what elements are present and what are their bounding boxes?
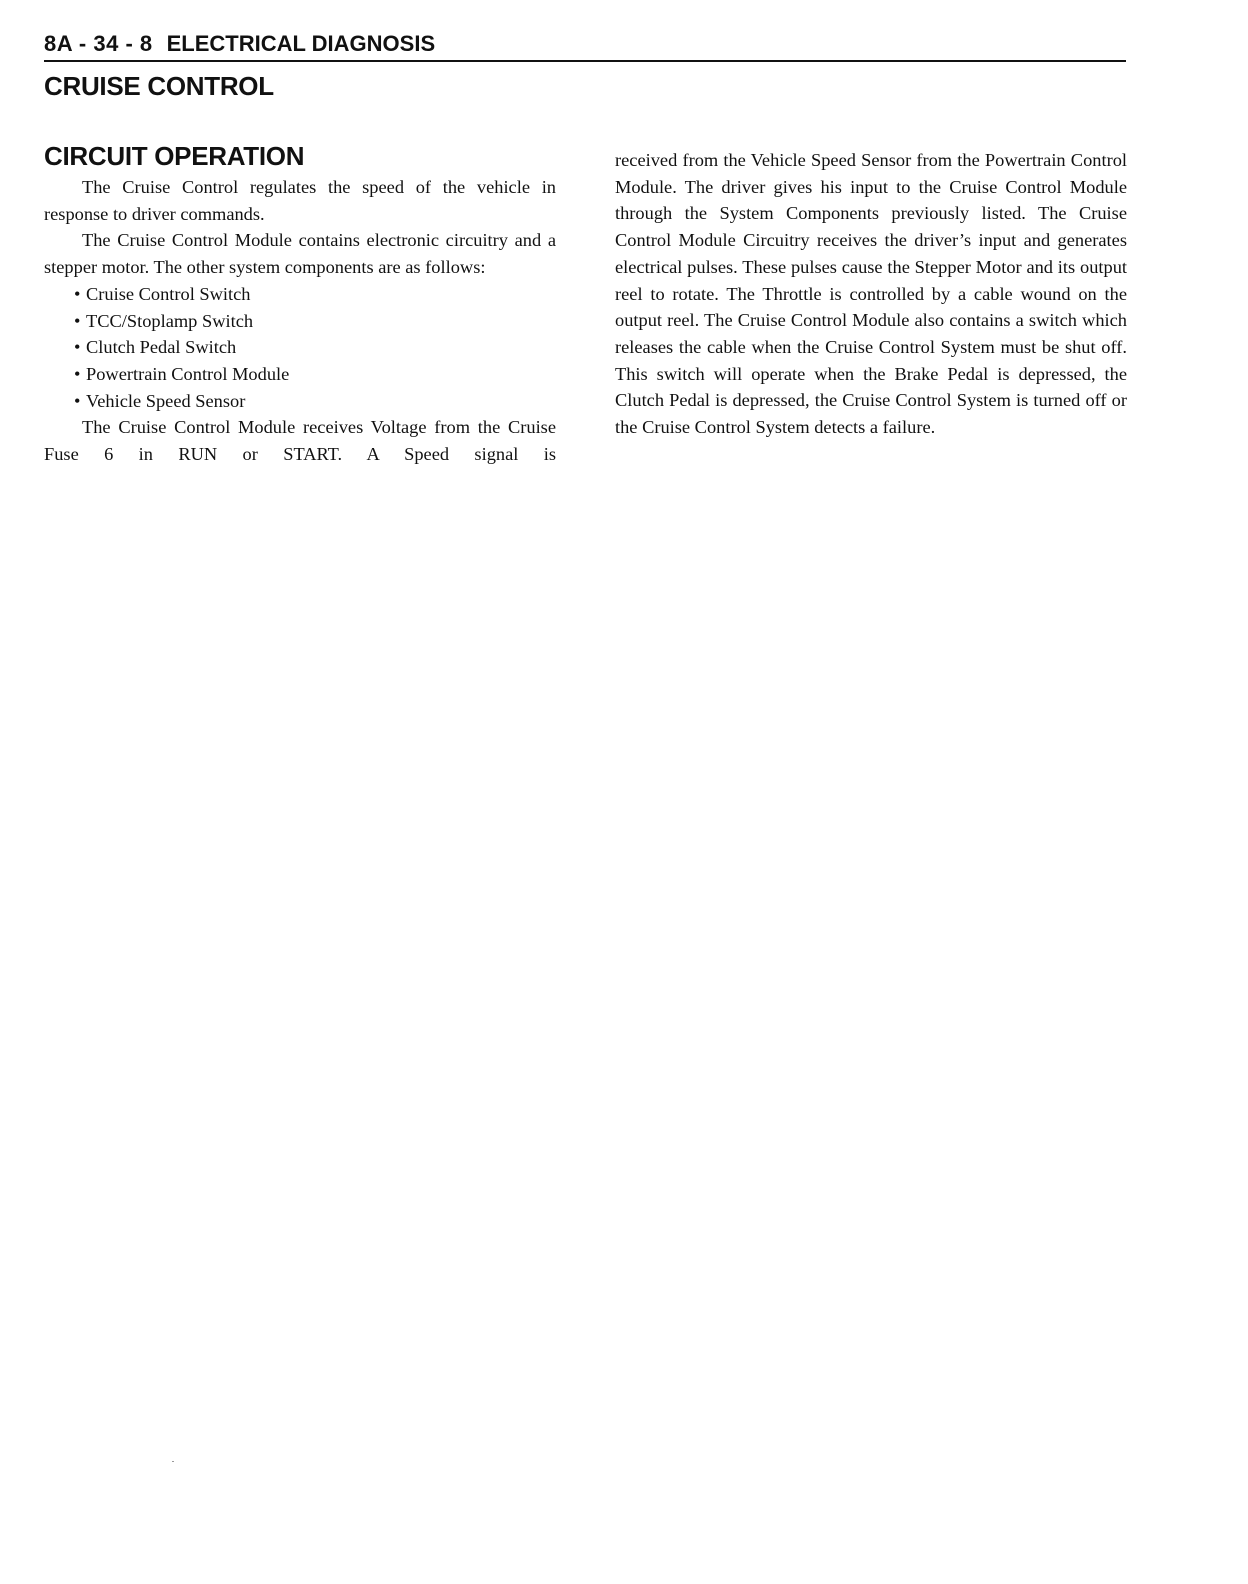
scan-speck	[172, 1461, 174, 1462]
page-header	[44, 30, 1126, 62]
list-item: • TCC/Stoplamp Switch	[74, 308, 556, 335]
bullet-icon: •	[74, 310, 81, 331]
list-item: • Cruise Control Switch	[74, 281, 556, 308]
paragraph-intro: The Cruise Control regulates the speed of the vehicle in response to driver commands.	[44, 177, 556, 224]
paragraph-operation-start: The Cruise Control Module receives Voltage from the Cruise Fuse 6 in RUN or START. A Speed signal is	[44, 417, 556, 465]
paragraph-module-description: The Cruise Control Module contains electronic circuitry and a stepper motor. The other system components are as follows:	[44, 230, 556, 278]
bullet-icon: •	[74, 363, 81, 384]
bullet-icon: •	[74, 283, 81, 304]
text-column-left	[44, 140, 556, 468]
bullet-icon: •	[74, 390, 81, 411]
chapter-title: ELECTRICAL DIAGNOSIS	[166, 31, 436, 56]
page-number: 8A - 34 - 8	[44, 31, 153, 56]
text-column-right	[615, 147, 1127, 441]
bullet-icon: •	[74, 337, 81, 358]
paragraph-operation-continued: received from the Vehicle Speed Sensor from the Powertrain Control Module. The driver gives his input to the Cruise Control Module through the System Components previously listed. The Cruise Control Module Circuitry receives the driver’s input and generates electrical pulses. These pulses cause the Stepper Motor and its output reel to rotate. The Throttle is controlled by a cable wound on the output reel. The Cruise Control Module also contains a switch which releases the cable when the Cruise Control System must be shut off. This switch will operate when the Brake Pedal is depressed, the Clutch Pedal is depressed, the Cruise Control System is turned off or the Cruise Control System detects a failure.	[615, 150, 1127, 438]
list-item: • Clutch Pedal Switch	[74, 334, 556, 361]
list-item: • Vehicle Speed Sensor	[74, 388, 556, 415]
components-list	[44, 281, 556, 415]
list-item: • Powertrain Control Module	[74, 361, 556, 388]
section-title: CRUISE CONTROL	[44, 71, 274, 101]
circuit-operation-heading: CIRCUIT OPERATION	[44, 141, 305, 171]
